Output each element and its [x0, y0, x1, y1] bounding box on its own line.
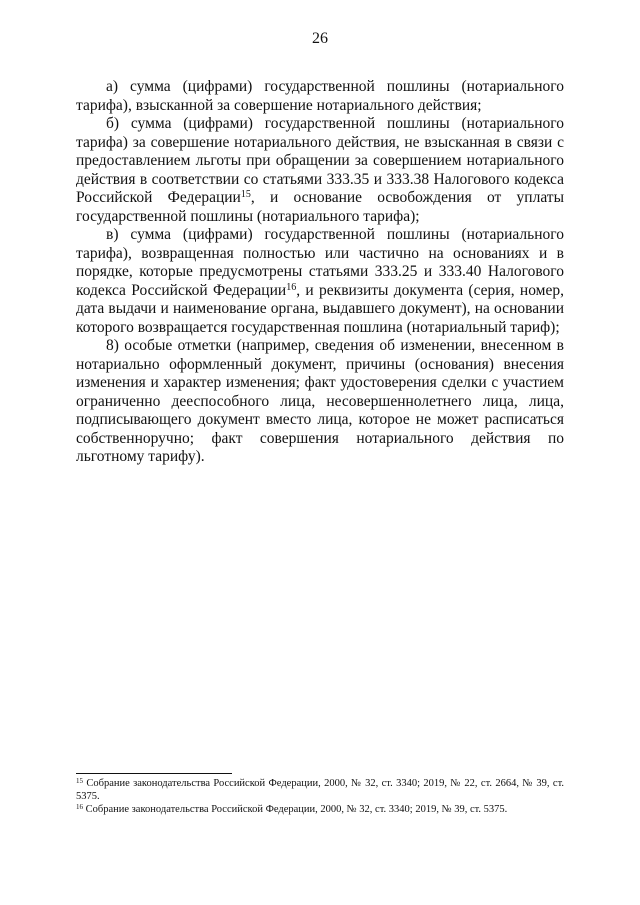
paragraph-b-text-after: , и основание освобождения от уплаты государственной пошлины (нотариального тарифа); [76, 189, 564, 225]
footnote-15-text: Собрание законодательства Российской Федерации, 2000, № 32, ст. 3340; 2019, № 22, ст. 2664, № 39, ст. 5375. [76, 778, 564, 802]
paragraph-8 [76, 337, 564, 467]
footnote-ref-15[interactable]: 15 [240, 189, 251, 200]
footnotes [76, 773, 564, 816]
paragraph-b-text-before: б) сумма (цифрами) государственной пошлины (нотариального тарифа) за совершение нотариального действия, не взысканная в связи с предоставлением льготы при обращении за совершением нотариального действия в соответствии со статьями 333.35 и 333.38 Налогового кодекса Российской Федерации [76, 115, 564, 206]
paragraph-a-text: а) сумма (цифрами) государственной пошлины (нотариального тарифа), взысканной за совершение нотариального действия; [76, 78, 564, 114]
paragraph-v-text-before: в) сумма (цифрами) государственной пошлины (нотариального тарифа), возвращенная полностью или частично на основаниях и в порядке, которые предусмотрены статьями 333.25 и 333.40 Налогового кодекса Российской Федерации [76, 226, 564, 299]
footnote-15-number: 15 [76, 777, 83, 785]
page-number: 26 [312, 30, 328, 47]
paragraph-8-text: 8) особые отметки (например, сведения об изменении, внесенном в нотариально оформленный документ, причины (основания) внесения изменения и характер изменения; факт удостоверения сделки с участием ограниченно дееспособного лица, несовершеннолетнего лица, лица, подписывающего документ вместо лица, которое не может расписаться собственноручно; факт совершения нотариального действия по льготному тарифу). [76, 337, 564, 465]
main-text [76, 78, 564, 467]
footnote-ref-16[interactable]: 16 [286, 281, 297, 293]
paragraph-a [76, 78, 564, 115]
footnote-16 [76, 803, 564, 816]
paragraph-b [76, 115, 564, 226]
paragraph-v-text-after: , и реквизиты документа (серия, номер, дата выдачи и наименование органа, выдавшего документ), на основании которого возвращается государственная пошлина (нотариальный тариф); [76, 281, 564, 336]
footnote-divider [76, 773, 232, 774]
footnote-15 [76, 777, 564, 803]
footnote-16-number: 16 [76, 803, 83, 811]
paragraph-v [76, 226, 564, 337]
footnote-16-text: Собрание законодательства Российской Федерации, 2000, № 32, ст. 3340; 2019, № 39, ст. 5375. [85, 804, 508, 815]
